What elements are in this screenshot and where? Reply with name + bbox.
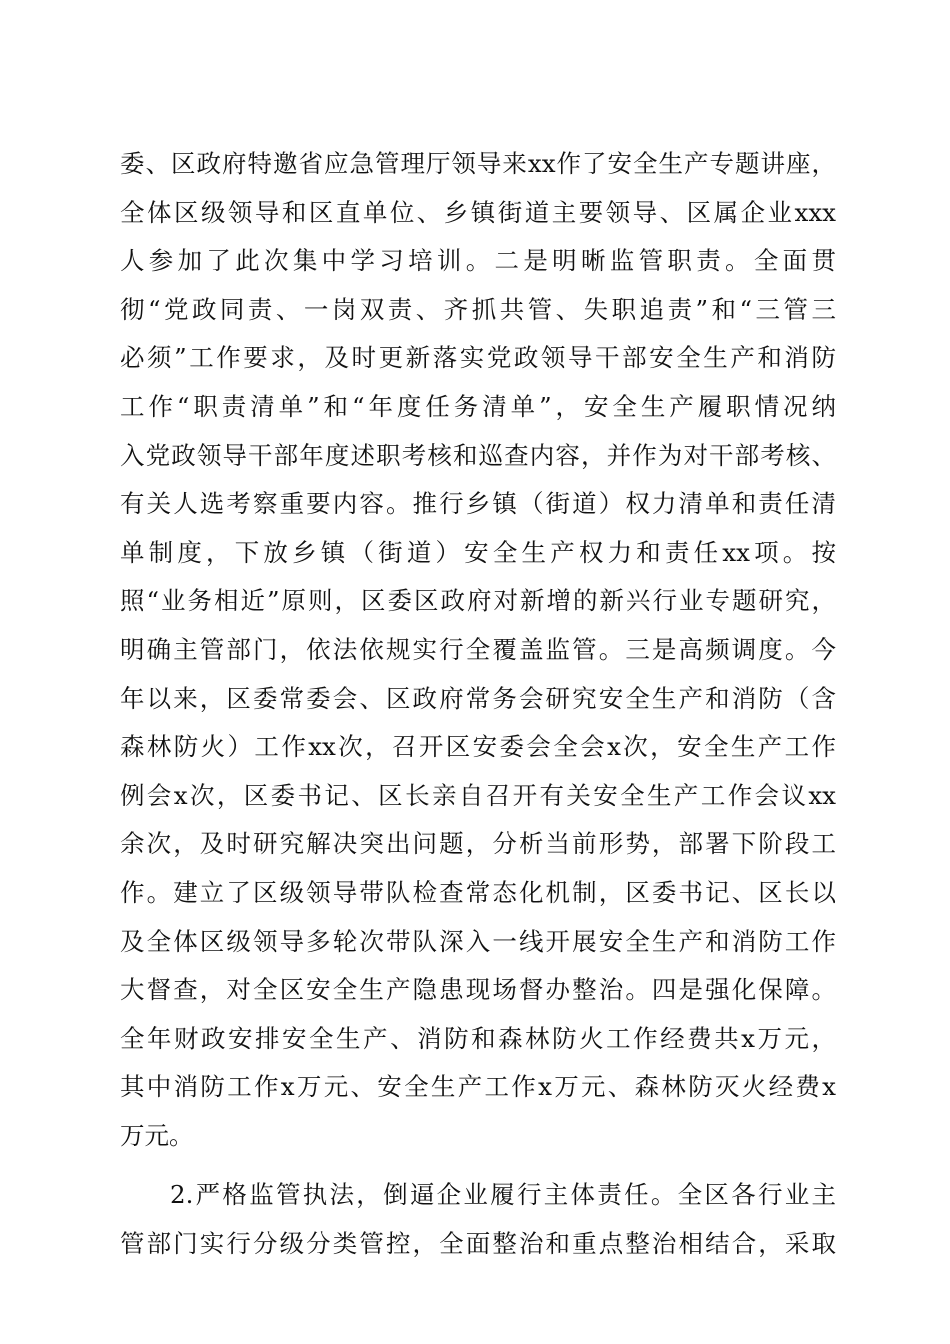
- text-line: 及全体区级领导多轮次带队深入一线开展安全生产和消防工作: [120, 926, 836, 956]
- text-line: 单制度，下放乡镇（街道）安全生产权力和责任xx项。按: [120, 537, 836, 567]
- text-line: 森林防火）工作xx次，召开区安委会全会x次，安全生产工作: [120, 732, 836, 762]
- text-line: 入党政领导干部年度述职考核和巡查内容，并作为对干部考核、: [120, 440, 836, 470]
- text-line: 彻“党政同责、一岗双责、齐抓共管、失职追责”和“三管三: [120, 294, 836, 324]
- paragraph-heading-line: 2.严格监管执法，倒逼企业履行主体责任。全区各行业主: [170, 1180, 836, 1210]
- text-line: 全年财政安排安全生产、消防和森林防火工作经费共x万元，: [120, 1023, 836, 1053]
- text-line: 管部门实行分级分类管控，全面整治和重点整治相结合，采取: [120, 1229, 836, 1259]
- text-line: 必须”工作要求，及时更新落实党政领导干部安全生产和消防: [120, 343, 836, 373]
- text-line: 作。建立了区级领导带队检查常态化机制，区委书记、区长以: [120, 877, 836, 907]
- text-line: 全体区级领导和区直单位、乡镇街道主要领导、区属企业xxx: [120, 197, 836, 227]
- text-line: 人参加了此次集中学习培训。二是明晰监管职责。全面贯: [120, 246, 836, 276]
- text-line: 余次，及时研究解决突出问题，分析当前形势，部署下阶段工: [120, 829, 836, 859]
- text-line: 工作“职责清单”和“年度任务清单”，安全生产履职情况纳: [120, 391, 836, 421]
- text-line: 其中消防工作x万元、安全生产工作x万元、森林防灭火经费x: [120, 1072, 836, 1102]
- paragraph-2: [120, 1171, 836, 1268]
- text-line: 委、区政府特邀省应急管理厅领导来xx作了安全生产专题讲座，: [120, 149, 836, 178]
- text-line: 有关人选考察重要内容。推行乡镇（街道）权力清单和责任清: [120, 489, 836, 519]
- text-line: 照“业务相近”原则，区委区政府对新增的新兴行业专题研究，: [120, 586, 836, 616]
- paragraph-spacer: [120, 1160, 836, 1171]
- text-line: 年以来，区委常委会、区政府常务会研究安全生产和消防（含: [120, 683, 836, 713]
- document-body: [120, 140, 836, 1269]
- text-line: 例会x次，区委书记、区长亲自召开有关安全生产工作会议xx: [120, 780, 836, 810]
- text-line: 大督查，对全区安全生产隐患现场督办整治。四是强化保障。: [120, 975, 836, 1005]
- paragraph-1: [120, 140, 836, 1160]
- text-line: 明确主管部门，依法依规实行全覆盖监管。三是高频调度。今: [120, 634, 836, 664]
- text-line: 万元。: [120, 1120, 194, 1150]
